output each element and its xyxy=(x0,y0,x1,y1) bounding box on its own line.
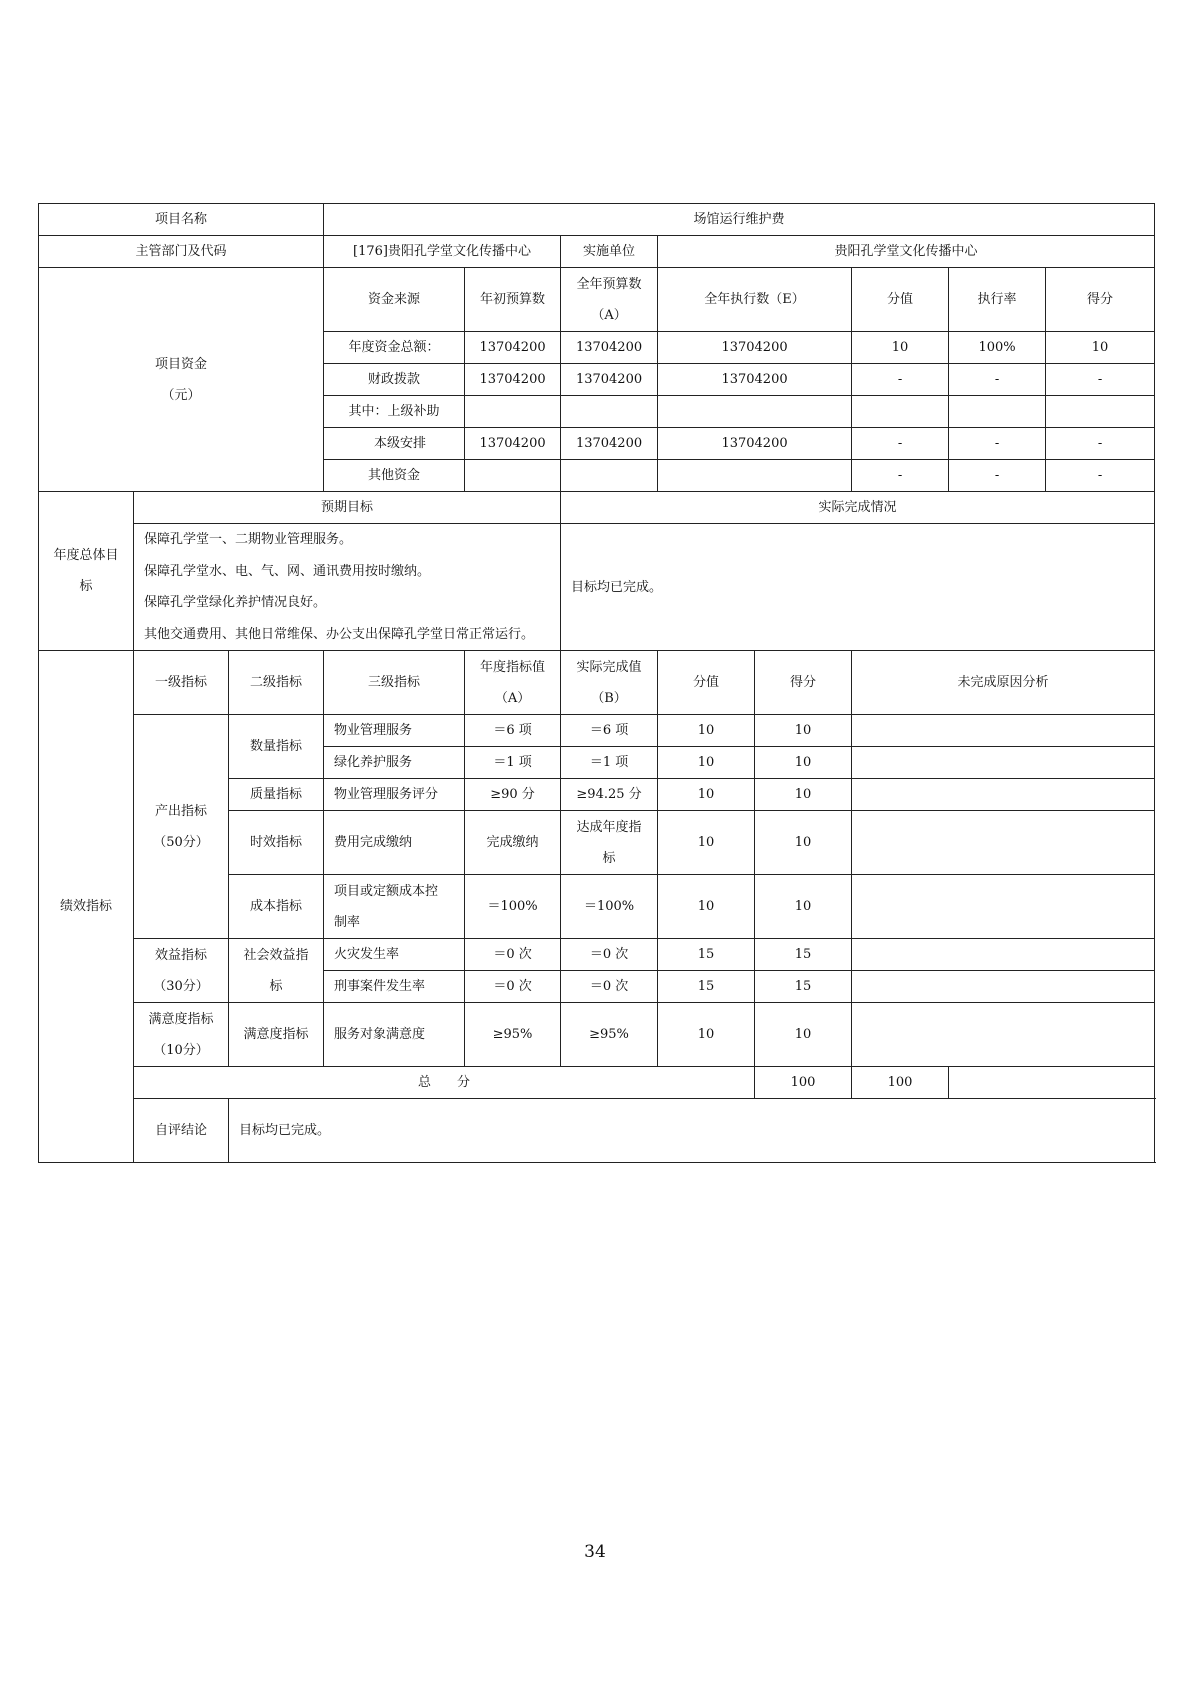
goals-label xyxy=(39,492,134,651)
score-value: 10 xyxy=(658,715,755,747)
l3-indicator: 绿化养护服务 xyxy=(324,747,465,779)
reason xyxy=(852,747,1155,779)
actual-completion-text: 目标均已完成。 xyxy=(561,524,1155,651)
perf-header-target-l1: 年度指标值 xyxy=(480,659,546,675)
fund-annual: 13704200 xyxy=(561,428,658,460)
quality-indicator: 质量指标 xyxy=(229,779,324,811)
expected-goals xyxy=(134,524,561,651)
expected-goal-line: 保障孔学堂水、电、气、网、通讯费用按时缴纳。 xyxy=(144,563,431,579)
fund-annual xyxy=(561,396,658,428)
score: 10 xyxy=(755,715,852,747)
dept-value: [176]贵阳孔学堂文化传播中心 xyxy=(324,236,561,268)
l3-indicator: 费用完成缴纳 xyxy=(324,811,465,875)
l3-indicator: 火灾发生率 xyxy=(324,939,465,971)
reason xyxy=(852,875,1155,939)
score-value: 15 xyxy=(658,939,755,971)
expected-goal-line: 其他交通费用、其他日常维保、办公支出保障孔学堂日常正常运行。 xyxy=(144,626,535,642)
fund-score-value: 10 xyxy=(852,332,949,364)
fund-score xyxy=(1046,396,1155,428)
funds-header-annual-l2: （A） xyxy=(591,307,627,323)
goals-label-l2: 标 xyxy=(79,579,93,594)
satisfaction-indicator: 满意度指标 xyxy=(229,1003,324,1067)
fund-initial: 13704200 xyxy=(465,332,561,364)
target-value: ＝100% xyxy=(465,875,561,939)
l3-indicator-l1: 项目或定额成本控 xyxy=(334,883,439,899)
fund-initial: 13704200 xyxy=(465,364,561,396)
benefit-label xyxy=(134,939,229,1003)
quantity-indicator: 数量指标 xyxy=(229,715,324,779)
actual-value: ＝100% xyxy=(561,875,658,939)
fund-executed xyxy=(658,460,852,492)
l3-indicator: 服务对象满意度 xyxy=(324,1003,465,1067)
reason xyxy=(852,811,1155,875)
actual-value: ≥94.25 分 xyxy=(561,779,658,811)
funds-header-annual xyxy=(561,268,658,332)
reason xyxy=(852,779,1155,811)
l3-indicator xyxy=(324,875,465,939)
expected-goal-line: 保障孔学堂绿化养护情况良好。 xyxy=(144,595,327,610)
target-value: ＝6 项 xyxy=(465,715,561,747)
fund-score: - xyxy=(1046,364,1155,396)
table-row xyxy=(39,939,1155,971)
score: 10 xyxy=(755,779,852,811)
target-value: ＝0 次 xyxy=(465,939,561,971)
actual-value-l2: 标 xyxy=(602,850,616,866)
conclusion-text: 目标均已完成。 xyxy=(229,1099,1155,1163)
fund-score: 10 xyxy=(1046,332,1155,364)
l3-indicator: 物业管理服务评分 xyxy=(324,779,465,811)
perf-header-level2: 二级指标 xyxy=(229,651,324,715)
social-benefit-indicator xyxy=(229,939,324,1003)
actual-value: ＝0 次 xyxy=(561,971,658,1003)
fund-rate xyxy=(949,396,1046,428)
actual-value: ＝0 次 xyxy=(561,939,658,971)
score: 10 xyxy=(755,1003,852,1067)
perf-header-actual xyxy=(561,651,658,715)
expected-goal-header: 预期目标 xyxy=(134,492,561,524)
fund-source: 年度资金总额： xyxy=(324,332,465,364)
fund-executed: 13704200 xyxy=(658,428,852,460)
actual-completion-header: 实际完成情况 xyxy=(561,492,1155,524)
social-benefit-l2: 标 xyxy=(269,978,283,994)
score: 15 xyxy=(755,971,852,1003)
reason xyxy=(852,939,1155,971)
target-value: ≥95% xyxy=(465,1003,561,1067)
fund-score-value: - xyxy=(852,460,949,492)
satisfaction-label-l2: （10分） xyxy=(153,1042,209,1058)
perf-header-actual-l2: （B） xyxy=(591,690,627,706)
total-score-value: 100 xyxy=(755,1067,852,1099)
fund-rate: - xyxy=(949,460,1046,492)
funds-header-score: 得分 xyxy=(1046,268,1155,332)
fund-score-value: - xyxy=(852,428,949,460)
project-name-value: 场馆运行维护费 xyxy=(324,204,1155,236)
total-row xyxy=(39,1067,1155,1099)
fund-score-value xyxy=(852,396,949,428)
fund-rate: - xyxy=(949,428,1046,460)
fund-annual xyxy=(561,460,658,492)
reason xyxy=(852,971,1155,1003)
social-benefit-l1: 社会效益指 xyxy=(243,947,309,963)
dept-label: 主管部门及代码 xyxy=(39,236,324,268)
cost-indicator: 成本指标 xyxy=(229,875,324,939)
score-value: 10 xyxy=(658,779,755,811)
perf-header-score: 得分 xyxy=(755,651,852,715)
fund-source: 其他资金 xyxy=(324,460,465,492)
funds-header-score-value: 分值 xyxy=(852,268,949,332)
funds-label-line1: 项目资金 xyxy=(155,356,208,372)
total-score: 100 xyxy=(852,1067,949,1099)
fund-initial xyxy=(465,460,561,492)
fund-source: 本级安排 xyxy=(324,428,465,460)
target-value: ＝0 次 xyxy=(465,971,561,1003)
benefit-label-l1: 效益指标 xyxy=(154,947,207,963)
funds-header-initial: 年初预算数 xyxy=(465,268,561,332)
score-value: 10 xyxy=(658,1003,755,1067)
reason xyxy=(852,715,1155,747)
output-label-l1: 产出指标 xyxy=(154,803,207,819)
fund-source: 财政拨款 xyxy=(324,364,465,396)
impl-value: 贵阳孔学堂文化传播中心 xyxy=(658,236,1155,268)
fund-executed xyxy=(658,396,852,428)
perf-header-actual-l1: 实际完成值 xyxy=(576,659,642,675)
output-label-l2: （50分） xyxy=(153,834,209,850)
perf-header-level1: 一级指标 xyxy=(134,651,229,715)
performance-evaluation-table xyxy=(38,203,1155,1163)
fund-score-value: - xyxy=(852,364,949,396)
target-value: ＝1 项 xyxy=(465,747,561,779)
fund-rate: 100% xyxy=(949,332,1046,364)
l3-indicator-l2: 制率 xyxy=(334,914,361,930)
score-value: 15 xyxy=(658,971,755,1003)
actual-value: ＝6 项 xyxy=(561,715,658,747)
perf-header-reason: 未完成原因分析 xyxy=(852,651,1155,715)
l3-indicator: 刑事案件发生率 xyxy=(324,971,465,1003)
table-row xyxy=(39,715,1155,747)
score: 10 xyxy=(755,811,852,875)
fund-annual: 13704200 xyxy=(561,332,658,364)
funds-label xyxy=(39,268,324,492)
timeliness-indicator: 时效指标 xyxy=(229,811,324,875)
actual-value: ≥95% xyxy=(561,1003,658,1067)
project-name-label: 项目名称 xyxy=(39,204,324,236)
conclusion-row xyxy=(39,1099,1155,1163)
funds-label-line2: （元） xyxy=(161,387,201,403)
fund-source: 其中：上级补助 xyxy=(324,396,465,428)
funds-header-annual-l1: 全年预算数 xyxy=(576,276,642,292)
target-value: 完成缴纳 xyxy=(465,811,561,875)
perf-header-level3: 三级指标 xyxy=(324,651,465,715)
fund-executed: 13704200 xyxy=(658,364,852,396)
fund-executed: 13704200 xyxy=(658,332,852,364)
fund-score: - xyxy=(1046,428,1155,460)
score: 10 xyxy=(755,747,852,779)
perf-header-target-l2: （A） xyxy=(494,690,531,706)
goals-label-l1: 年度总体目 xyxy=(53,548,119,563)
satisfaction-label xyxy=(134,1003,229,1067)
score: 10 xyxy=(755,875,852,939)
total-label: 总 分 xyxy=(134,1067,755,1099)
score: 15 xyxy=(755,939,852,971)
fund-initial xyxy=(465,396,561,428)
actual-value: ＝1 项 xyxy=(561,747,658,779)
fund-score: - xyxy=(1046,460,1155,492)
performance-label: 绩效指标 xyxy=(39,651,134,1163)
fund-initial: 13704200 xyxy=(465,428,561,460)
conclusion-label: 自评结论 xyxy=(134,1099,229,1163)
perf-header-score-value: 分值 xyxy=(658,651,755,715)
table-row xyxy=(39,1003,1155,1067)
satisfaction-label-l1: 满意度指标 xyxy=(148,1011,214,1027)
output-label xyxy=(134,715,229,939)
impl-label: 实施单位 xyxy=(561,236,658,268)
fund-annual: 13704200 xyxy=(561,364,658,396)
funds-header-rate: 执行率 xyxy=(949,268,1046,332)
page-number: 34 xyxy=(584,1542,606,1562)
actual-value-l1: 达成年度指 xyxy=(576,819,642,835)
funds-header-executed: 全年执行数（E） xyxy=(658,268,852,332)
fund-rate: - xyxy=(949,364,1046,396)
target-value: ≥90 分 xyxy=(465,779,561,811)
benefit-label-l2: （30分） xyxy=(153,978,209,994)
l3-indicator: 物业管理服务 xyxy=(324,715,465,747)
funds-header-source: 资金来源 xyxy=(324,268,465,332)
score-value: 10 xyxy=(658,747,755,779)
reason xyxy=(852,1003,1155,1067)
perf-header-target xyxy=(465,651,561,715)
expected-goal-line: 保障孔学堂一、二期物业管理服务。 xyxy=(144,532,353,547)
score-value: 10 xyxy=(658,811,755,875)
actual-value xyxy=(561,811,658,875)
total-reason xyxy=(949,1067,1155,1099)
score-value: 10 xyxy=(658,875,755,939)
